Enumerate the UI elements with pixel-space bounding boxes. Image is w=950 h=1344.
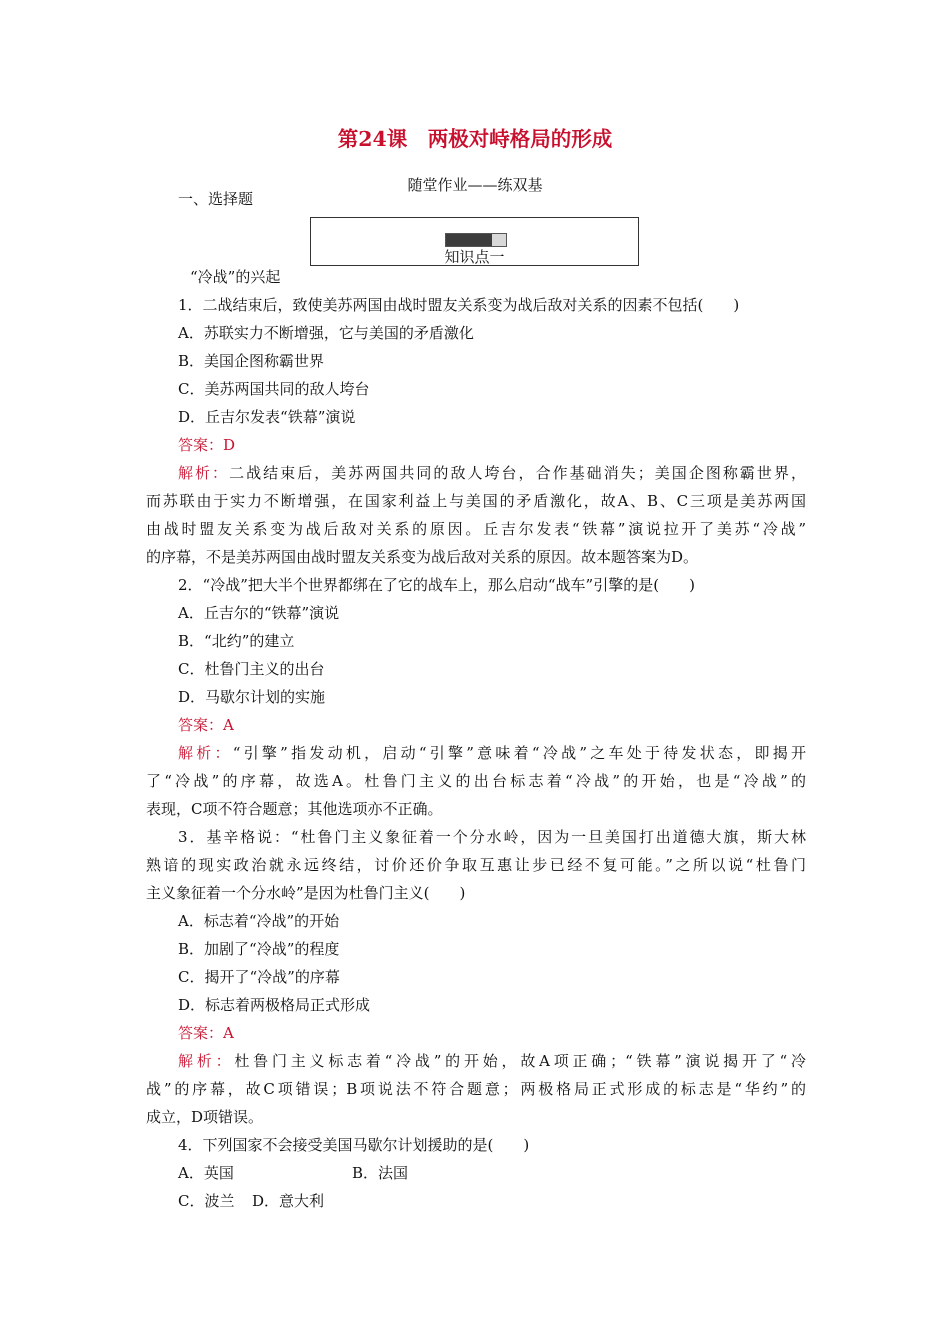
q3-stem-line-2: 熟谙的现实政治就永远终结，讨价还价争取互惠让步已经不复可能。”之所以说“杜鲁门 [146, 856, 806, 874]
q3-stem-line-3: 主义象征着一个分水岭”是因为杜鲁门主义( ) [146, 884, 466, 902]
topic-heading: “冷战”的兴起 [190, 268, 281, 286]
knowledge-point-label: 知识点一 [444, 248, 505, 266]
q2-analysis-line-1: 解析：“引擎”指发动机，启动“引擎”意味着“冷战”之车处于待发状态，即揭开 [178, 744, 806, 762]
q3-analysis-line-2: 战”的序幕，故C项错误；B项说法不符合题意；两极格局正式形成的标志是“华约”的 [146, 1080, 806, 1098]
q2-option-b: B．“北约”的建立 [178, 632, 295, 650]
page-title: 第24课 两极对峙格局的形成 [337, 127, 613, 151]
knowledge-bar-icon [445, 233, 507, 247]
q3-option-c: C．揭开了“冷战”的序幕 [178, 968, 340, 986]
q1-option-d: D．丘吉尔发表“铁幕”演说 [178, 408, 356, 426]
q2-answer: 答案：A [178, 716, 234, 734]
q1-stem: 1．二战结束后，致使美苏两国由战时盟友关系变为战后敌对关系的因素不包括( ) [178, 296, 740, 314]
q3-analysis-line-1: 解析：杜鲁门主义标志着“冷战”的开始，故A项正确；“铁幕”演说揭开了“冷 [178, 1052, 806, 1070]
q4-option-b: B．法国 [352, 1164, 409, 1182]
q4-option-d: D．意大利 [252, 1192, 325, 1210]
q4-stem: 4．下列国家不会接受美国马歇尔计划援助的是( ) [178, 1136, 530, 1154]
q1-option-c: C．美苏两国共同的敌人垮台 [178, 380, 370, 398]
q4-option-a: A．英国 [178, 1164, 234, 1182]
q2-analysis-line-2: 了“冷战”的序幕，故选A。杜鲁门主义的出台标志着“冷战”的开始，也是“冷战”的 [146, 772, 806, 790]
q3-stem-line-1: 3．基辛格说：“杜鲁门主义象征着一个分水岭，因为一旦美国打出道德大旗，斯大林 [178, 828, 806, 846]
q1-option-a: A．苏联实力不断增强，它与美国的矛盾激化 [178, 324, 474, 342]
knowledge-point-box [310, 217, 639, 266]
q2-stem: 2．“冷战”把大半个世界都绑在了它的战车上，那么启动“战车”引擎的是( ) [178, 576, 695, 594]
q3-analysis-line-3: 成立，D项错误。 [146, 1108, 264, 1126]
q1-analysis-line-4: 的序幕，不是美苏两国由战时盟友关系变为战后敌对关系的原因。故本题答案为D。 [146, 548, 699, 566]
q3-option-a: A．标志着“冷战”的开始 [178, 912, 340, 930]
q1-analysis-line-2: 而苏联由于实力不断增强，在国家利益上与美国的矛盾激化，故A、B、C三项是美苏两国 [146, 492, 806, 510]
q1-analysis-line-3: 由战时盟友关系变为战后敌对关系的原因。丘吉尔发表“铁幕”演说拉开了美苏“冷战” [146, 520, 806, 538]
q2-analysis-line-3: 表现，C项不符合题意；其他选项亦不正确。 [146, 800, 443, 818]
section-heading: 一、选择题 [178, 190, 254, 208]
q3-option-d: D．标志着两极格局正式形成 [178, 996, 371, 1014]
q1-answer: 答案：D [178, 436, 236, 454]
q4-option-c: C．波兰 [178, 1192, 235, 1210]
q3-option-b: B．加剧了“冷战”的程度 [178, 940, 340, 958]
q3-answer: 答案：A [178, 1024, 234, 1042]
q2-option-d: D．马歇尔计划的实施 [178, 688, 326, 706]
page-subtitle: 随堂作业——练双基 [407, 176, 543, 194]
q1-analysis-line-1: 解析：二战结束后，美苏两国共同的敌人垮台，合作基础消失；美国企图称霸世界， [178, 464, 806, 482]
q2-option-a: A．丘吉尔的“铁幕”演说 [178, 604, 340, 622]
q1-option-b: B．美国企图称霸世界 [178, 352, 325, 370]
q2-option-c: C．杜鲁门主义的出台 [178, 660, 325, 678]
